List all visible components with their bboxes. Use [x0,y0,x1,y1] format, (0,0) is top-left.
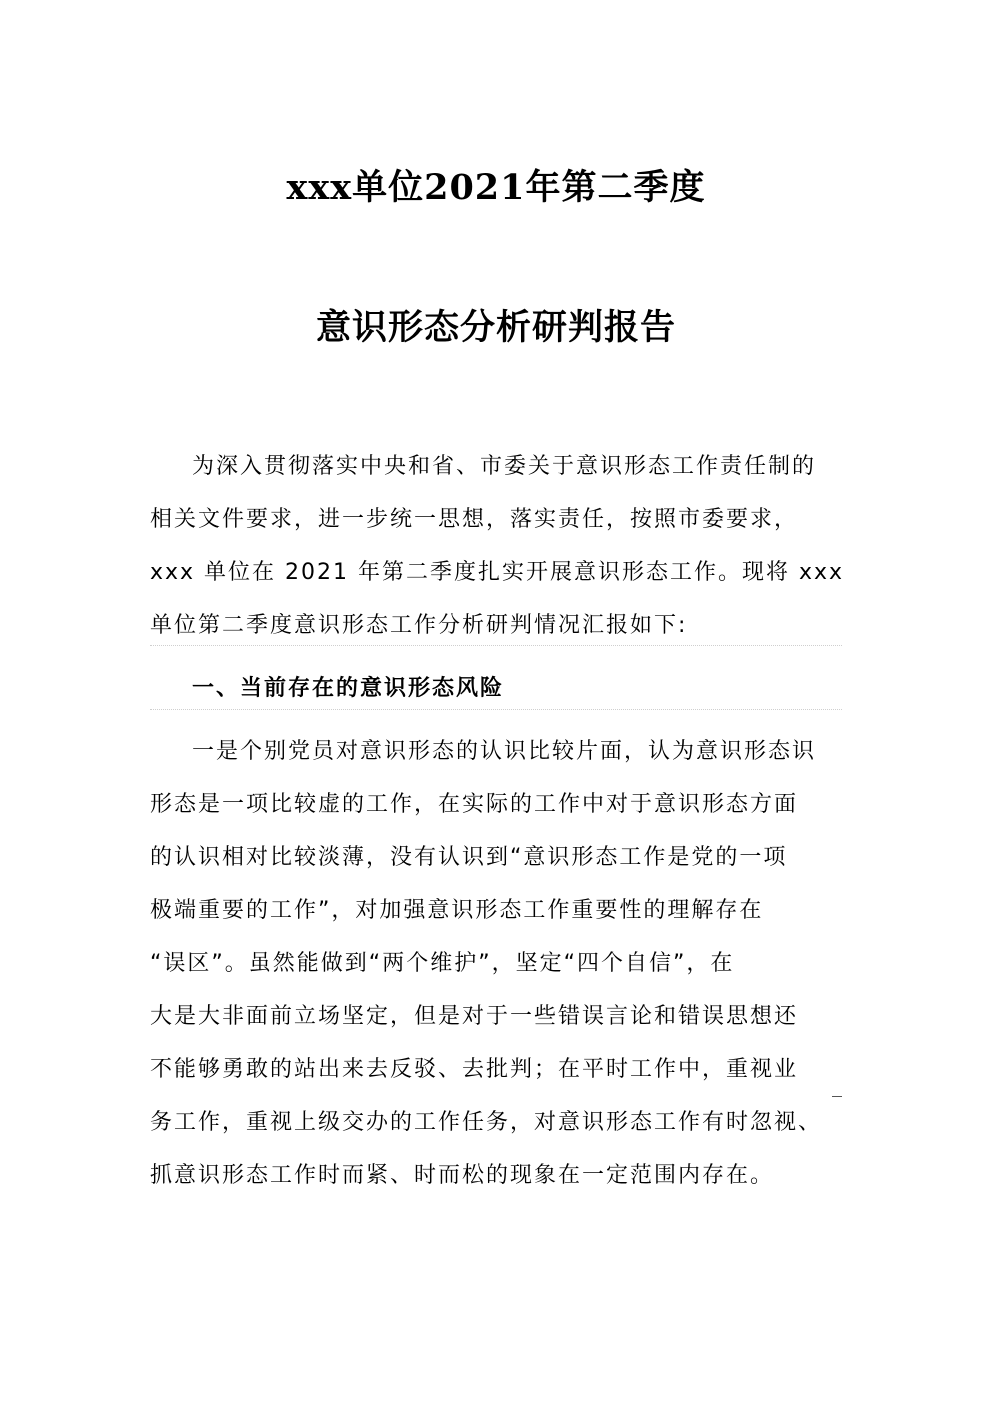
section-heading: 一、当前存在的意识形态风险 [192,676,505,701]
divider [150,709,842,710]
paragraph-line: 形态是一项比较虚的工作，在实际的工作中对于意识形态方面 [150,792,799,817]
paragraph-line: 的认识相对比较淡薄，没有认识到“意识形态工作是党的一项 [150,845,788,870]
paragraph-line: 为深入贯彻落实中央和省、市委关于意识形态工作责任制的 [192,454,817,479]
paragraph-line: 相关文件要求，进一步统一思想，落实责任，按照市委要求， [150,507,799,532]
paragraph-line: 一是个别党员对意识形态的认识比较片面，认为意识形态识 [192,739,817,764]
paragraph-line: 单位第二季度意识形态工作分析研判情况汇报如下: [150,613,688,638]
document-title-line2: 意识形态分析研判报告 [315,307,676,348]
document-title-line1: xxx单位2021年第二季度 [286,167,706,208]
paragraph-line: 抓意识形态工作时而紧、时而松的现象在一定范围内存在。 [150,1163,775,1188]
paragraph-line: 不能够勇敢的站出来去反驳、去批判；在平时工作中，重视业 [150,1057,799,1082]
margin-mark [832,1096,842,1097]
paragraph-line: xxx 单位在 2021 年第二季度扎实开展意识形态工作。现将 xxx [150,560,845,585]
divider [150,645,842,646]
intro-paragraph [150,440,850,652]
paragraph-line: 极端重要的工作”，对加强意识形态工作重要性的理解存在 [150,898,764,923]
paragraph-line: 务工作，重视上级交办的工作任务，对意识形态工作有时忽视、 [150,1110,823,1135]
paragraph-line: “误区”。虽然能做到“两个维护”，坚定“四个自信”，在 [150,951,735,976]
paragraph-line: 大是大非面前立场坚定，但是对于一些错误言论和错误思想还 [150,1004,799,1029]
section1-paragraph [150,725,850,1202]
